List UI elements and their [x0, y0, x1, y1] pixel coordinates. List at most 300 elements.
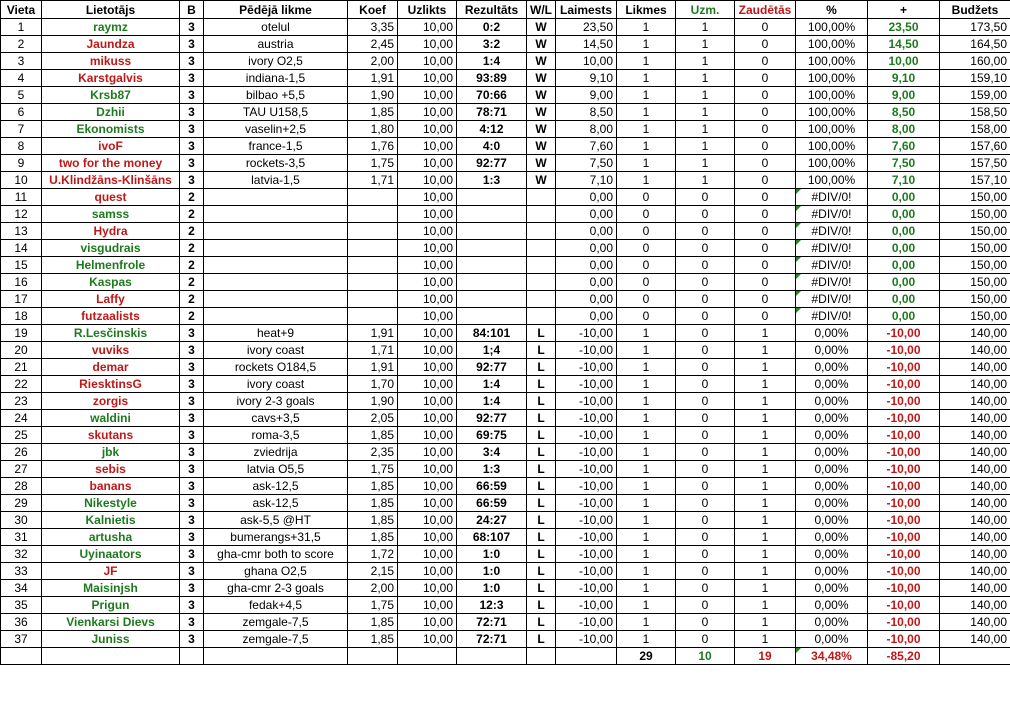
cell-uzlikts[interactable]: 10,00	[398, 495, 457, 512]
cell-vieta[interactable]: 3	[1, 53, 42, 70]
cell-uzlikts[interactable]: 10,00	[398, 87, 457, 104]
cell-vieta[interactable]: 9	[1, 155, 42, 172]
cell-plus[interactable]: -10,00	[868, 376, 940, 393]
cell-rezultats[interactable]: 12:3	[457, 597, 527, 614]
cell-pct[interactable]: 0,00%	[796, 580, 868, 597]
cell-uzm[interactable]: 1	[676, 155, 735, 172]
cell-b[interactable]: 2	[180, 291, 204, 308]
cell-last-bet[interactable]: ghana O2,5	[204, 563, 348, 580]
cell-budzets[interactable]: 140,00	[940, 529, 1010, 546]
cell-b[interactable]: 3	[180, 393, 204, 410]
cell-budzets[interactable]: 150,00	[940, 291, 1010, 308]
cell-rezultats[interactable]	[457, 291, 527, 308]
cell-plus[interactable]: 0,00	[868, 257, 940, 274]
cell-username[interactable]: zorgis	[42, 393, 180, 410]
cell-budzets[interactable]: 164,50	[940, 36, 1010, 53]
cell-uzm[interactable]: 0	[676, 359, 735, 376]
cell-likmes[interactable]: 1	[617, 512, 676, 529]
cell-pct[interactable]: 0,00%	[796, 461, 868, 478]
cell-koef[interactable]: 1,75	[348, 461, 398, 478]
cell-plus[interactable]: -10,00	[868, 427, 940, 444]
cell-budzets[interactable]: 140,00	[940, 325, 1010, 342]
cell-koef[interactable]: 1,90	[348, 87, 398, 104]
cell-likmes[interactable]: 1	[617, 172, 676, 189]
cell-plus[interactable]: -10,00	[868, 444, 940, 461]
cell-last-bet[interactable]	[204, 308, 348, 325]
cell-last-bet[interactable]: fedak+4,5	[204, 597, 348, 614]
cell-zaudetas[interactable]: 0	[735, 87, 796, 104]
cell-pct[interactable]: 100,00%	[796, 36, 868, 53]
cell-uzm[interactable]: 1	[676, 36, 735, 53]
cell-vieta[interactable]: 32	[1, 546, 42, 563]
cell-likmes[interactable]: 1	[617, 427, 676, 444]
cell-laimests[interactable]: 0,00	[556, 206, 617, 223]
cell-zaudetas[interactable]: 1	[735, 529, 796, 546]
cell-zaudetas[interactable]: 1	[735, 597, 796, 614]
cell-vieta[interactable]: 8	[1, 138, 42, 155]
cell-b[interactable]: 3	[180, 512, 204, 529]
cell-budzets[interactable]: 140,00	[940, 342, 1010, 359]
cell-laimests[interactable]: -10,00	[556, 393, 617, 410]
cell-b[interactable]: 3	[180, 495, 204, 512]
cell-uzlikts[interactable]: 10,00	[398, 223, 457, 240]
cell-b[interactable]: 3	[180, 359, 204, 376]
cell-vieta[interactable]: 25	[1, 427, 42, 444]
cell-wl[interactable]	[527, 189, 556, 206]
cell-username[interactable]: JF	[42, 563, 180, 580]
cell-uzlikts[interactable]: 10,00	[398, 138, 457, 155]
cell-username[interactable]: quest	[42, 189, 180, 206]
cell-koef[interactable]: 2,05	[348, 410, 398, 427]
cell-koef[interactable]	[348, 274, 398, 291]
cell-zaudetas[interactable]: 1	[735, 444, 796, 461]
cell-koef[interactable]	[348, 257, 398, 274]
header-pct[interactable]: %	[796, 1, 868, 19]
cell-username[interactable]: Jaundza	[42, 36, 180, 53]
cell-laimests[interactable]: 0,00	[556, 274, 617, 291]
cell-likmes[interactable]: 1	[617, 478, 676, 495]
cell-zaudetas[interactable]: 1	[735, 359, 796, 376]
cell-wl[interactable]: W	[527, 104, 556, 121]
cell-koef[interactable]: 1,91	[348, 325, 398, 342]
cell-zaudetas[interactable]: 1	[735, 393, 796, 410]
cell-rezultats[interactable]: 93:89	[457, 70, 527, 87]
cell-vieta[interactable]: 11	[1, 189, 42, 206]
cell-koef[interactable]: 1,75	[348, 597, 398, 614]
cell-likmes[interactable]: 1	[617, 461, 676, 478]
cell-koef[interactable]	[348, 308, 398, 325]
cell-pct[interactable]: 0,00%	[796, 529, 868, 546]
cell-likmes[interactable]: 1	[617, 393, 676, 410]
cell-likmes[interactable]: 1	[617, 563, 676, 580]
cell-laimests[interactable]: -10,00	[556, 580, 617, 597]
cell-username[interactable]: Dzhii	[42, 104, 180, 121]
cell-budzets[interactable]: 140,00	[940, 546, 1010, 563]
cell-last-bet[interactable]	[204, 240, 348, 257]
cell-uzm[interactable]: 0	[676, 393, 735, 410]
cell-vieta[interactable]: 18	[1, 308, 42, 325]
cell-uzlikts[interactable]: 10,00	[398, 155, 457, 172]
cell-uzlikts[interactable]: 10,00	[398, 461, 457, 478]
cell-budzets[interactable]: 150,00	[940, 257, 1010, 274]
cell-rezultats[interactable]: 78:71	[457, 104, 527, 121]
cell-plus[interactable]: -10,00	[868, 495, 940, 512]
cell-wl[interactable]: L	[527, 631, 556, 648]
cell-zaudetas[interactable]: 0	[735, 155, 796, 172]
cell-uzlikts[interactable]: 10,00	[398, 53, 457, 70]
total-zaudetas[interactable]: 19	[735, 648, 796, 665]
cell-vieta[interactable]: 37	[1, 631, 42, 648]
cell-wl[interactable]: L	[527, 359, 556, 376]
header-laimests[interactable]: Laimests	[556, 1, 617, 19]
cell-budzets[interactable]: 150,00	[940, 223, 1010, 240]
cell-zaudetas[interactable]: 0	[735, 36, 796, 53]
cell-last-bet[interactable]	[204, 206, 348, 223]
cell-zaudetas[interactable]: 1	[735, 410, 796, 427]
cell-plus[interactable]: 9,00	[868, 87, 940, 104]
cell-plus[interactable]: -10,00	[868, 631, 940, 648]
cell-b[interactable]: 3	[180, 53, 204, 70]
cell-likmes[interactable]: 1	[617, 597, 676, 614]
cell-plus[interactable]: -10,00	[868, 614, 940, 631]
cell-wl[interactable]: W	[527, 53, 556, 70]
cell-likmes[interactable]: 0	[617, 308, 676, 325]
cell-wl[interactable]	[527, 291, 556, 308]
cell-zaudetas[interactable]: 1	[735, 495, 796, 512]
cell-laimests[interactable]: 0,00	[556, 308, 617, 325]
cell-uzm[interactable]: 0	[676, 410, 735, 427]
cell-wl[interactable]	[527, 257, 556, 274]
cell-last-bet[interactable]	[204, 274, 348, 291]
total-likmes[interactable]: 29	[617, 648, 676, 665]
cell-uzm[interactable]: 1	[676, 172, 735, 189]
cell-b[interactable]: 2	[180, 223, 204, 240]
cell-username[interactable]: demar	[42, 359, 180, 376]
cell-b[interactable]: 3	[180, 36, 204, 53]
cell-vieta[interactable]: 1	[1, 19, 42, 36]
cell-pct[interactable]: 0,00%	[796, 427, 868, 444]
cell-laimests[interactable]: -10,00	[556, 631, 617, 648]
cell-plus[interactable]: 0,00	[868, 206, 940, 223]
cell-rezultats[interactable]: 1:0	[457, 580, 527, 597]
cell-vieta[interactable]: 24	[1, 410, 42, 427]
cell-wl[interactable]: L	[527, 342, 556, 359]
totals-empty-cell[interactable]	[398, 648, 457, 665]
cell-uzlikts[interactable]: 10,00	[398, 512, 457, 529]
cell-uzm[interactable]: 0	[676, 478, 735, 495]
header-likmes[interactable]: Likmes	[617, 1, 676, 19]
cell-wl[interactable]: W	[527, 36, 556, 53]
cell-budzets[interactable]: 140,00	[940, 580, 1010, 597]
cell-b[interactable]: 3	[180, 104, 204, 121]
cell-last-bet[interactable]	[204, 291, 348, 308]
cell-budzets[interactable]: 140,00	[940, 376, 1010, 393]
cell-budzets[interactable]: 140,00	[940, 597, 1010, 614]
cell-username[interactable]: artusha	[42, 529, 180, 546]
cell-uzlikts[interactable]: 10,00	[398, 36, 457, 53]
cell-zaudetas[interactable]: 1	[735, 427, 796, 444]
cell-pct[interactable]: 100,00%	[796, 104, 868, 121]
cell-uzlikts[interactable]: 10,00	[398, 393, 457, 410]
cell-likmes[interactable]: 1	[617, 53, 676, 70]
cell-rezultats[interactable]: 92:77	[457, 155, 527, 172]
cell-likmes[interactable]: 1	[617, 36, 676, 53]
cell-pct[interactable]: 0,00%	[796, 359, 868, 376]
cell-plus[interactable]: -10,00	[868, 478, 940, 495]
cell-b[interactable]: 2	[180, 257, 204, 274]
cell-vieta[interactable]: 29	[1, 495, 42, 512]
cell-last-bet[interactable]: TAU U158,5	[204, 104, 348, 121]
cell-pct[interactable]: 0,00%	[796, 478, 868, 495]
cell-pct[interactable]: #DIV/0!	[796, 223, 868, 240]
cell-username[interactable]: Vienkarsi Dievs	[42, 614, 180, 631]
cell-b[interactable]: 3	[180, 342, 204, 359]
totals-empty-cell[interactable]	[940, 648, 1010, 665]
cell-b[interactable]: 3	[180, 70, 204, 87]
cell-uzlikts[interactable]: 10,00	[398, 580, 457, 597]
totals-empty-cell[interactable]	[457, 648, 527, 665]
cell-zaudetas[interactable]: 1	[735, 614, 796, 631]
cell-username[interactable]: mikuss	[42, 53, 180, 70]
cell-zaudetas[interactable]: 0	[735, 53, 796, 70]
cell-uzm[interactable]: 0	[676, 427, 735, 444]
cell-budzets[interactable]: 160,00	[940, 53, 1010, 70]
cell-last-bet[interactable]: zemgale-7,5	[204, 614, 348, 631]
cell-plus[interactable]: 8,50	[868, 104, 940, 121]
totals-empty-cell[interactable]	[180, 648, 204, 665]
header-rezultats[interactable]: Rezultāts	[457, 1, 527, 19]
cell-pct[interactable]: #DIV/0!	[796, 291, 868, 308]
cell-uzlikts[interactable]: 10,00	[398, 359, 457, 376]
cell-vieta[interactable]: 20	[1, 342, 42, 359]
cell-uzm[interactable]: 0	[676, 529, 735, 546]
cell-koef[interactable]: 1,85	[348, 631, 398, 648]
cell-pct[interactable]: 0,00%	[796, 495, 868, 512]
cell-uzlikts[interactable]: 10,00	[398, 70, 457, 87]
cell-koef[interactable]: 1,85	[348, 427, 398, 444]
cell-zaudetas[interactable]: 1	[735, 342, 796, 359]
cell-uzlikts[interactable]: 10,00	[398, 206, 457, 223]
cell-budzets[interactable]: 140,00	[940, 563, 1010, 580]
cell-koef[interactable]: 1,91	[348, 359, 398, 376]
cell-plus[interactable]: 0,00	[868, 189, 940, 206]
cell-b[interactable]: 3	[180, 444, 204, 461]
cell-likmes[interactable]: 1	[617, 376, 676, 393]
cell-uzm[interactable]: 0	[676, 274, 735, 291]
cell-koef[interactable]: 1,91	[348, 70, 398, 87]
cell-b[interactable]: 3	[180, 427, 204, 444]
cell-budzets[interactable]: 150,00	[940, 240, 1010, 257]
cell-last-bet[interactable]: ivory O2,5	[204, 53, 348, 70]
cell-uzlikts[interactable]: 10,00	[398, 444, 457, 461]
cell-zaudetas[interactable]: 0	[735, 223, 796, 240]
cell-uzm[interactable]: 0	[676, 342, 735, 359]
cell-rezultats[interactable]: 84:101	[457, 325, 527, 342]
cell-b[interactable]: 3	[180, 138, 204, 155]
cell-pct[interactable]: 100,00%	[796, 121, 868, 138]
cell-plus[interactable]: -10,00	[868, 546, 940, 563]
cell-last-bet[interactable]: cavs+3,5	[204, 410, 348, 427]
cell-last-bet[interactable]: ivory coast	[204, 342, 348, 359]
cell-wl[interactable]: W	[527, 70, 556, 87]
cell-b[interactable]: 3	[180, 376, 204, 393]
cell-pct[interactable]: 100,00%	[796, 87, 868, 104]
cell-uzlikts[interactable]: 10,00	[398, 325, 457, 342]
cell-koef[interactable]: 1,85	[348, 529, 398, 546]
cell-plus[interactable]: -10,00	[868, 410, 940, 427]
cell-username[interactable]: raymz	[42, 19, 180, 36]
cell-last-bet[interactable]: ask-12,5	[204, 495, 348, 512]
cell-rezultats[interactable]	[457, 189, 527, 206]
cell-wl[interactable]: L	[527, 461, 556, 478]
totals-empty-cell[interactable]	[1, 648, 42, 665]
cell-koef[interactable]	[348, 189, 398, 206]
cell-wl[interactable]: L	[527, 614, 556, 631]
cell-b[interactable]: 2	[180, 308, 204, 325]
cell-budzets[interactable]: 159,10	[940, 70, 1010, 87]
cell-laimests[interactable]: 0,00	[556, 291, 617, 308]
cell-pct[interactable]: 0,00%	[796, 614, 868, 631]
cell-budzets[interactable]: 158,50	[940, 104, 1010, 121]
totals-empty-cell[interactable]	[527, 648, 556, 665]
cell-zaudetas[interactable]: 1	[735, 580, 796, 597]
totals-empty-cell[interactable]	[348, 648, 398, 665]
cell-last-bet[interactable]: ask-12,5	[204, 478, 348, 495]
cell-laimests[interactable]: 8,00	[556, 121, 617, 138]
cell-uzm[interactable]: 1	[676, 138, 735, 155]
cell-koef[interactable]: 1,85	[348, 478, 398, 495]
cell-wl[interactable]: L	[527, 376, 556, 393]
cell-likmes[interactable]: 1	[617, 546, 676, 563]
cell-vieta[interactable]: 4	[1, 70, 42, 87]
cell-koef[interactable]: 1,71	[348, 172, 398, 189]
cell-vieta[interactable]: 17	[1, 291, 42, 308]
cell-likmes[interactable]: 0	[617, 206, 676, 223]
cell-username[interactable]: vuviks	[42, 342, 180, 359]
cell-username[interactable]: banans	[42, 478, 180, 495]
cell-last-bet[interactable]: austria	[204, 36, 348, 53]
cell-last-bet[interactable]: bumerangs+31,5	[204, 529, 348, 546]
cell-budzets[interactable]: 140,00	[940, 461, 1010, 478]
cell-laimests[interactable]: -10,00	[556, 478, 617, 495]
cell-koef[interactable]: 1,70	[348, 376, 398, 393]
cell-username[interactable]: ivoF	[42, 138, 180, 155]
cell-uzlikts[interactable]: 10,00	[398, 597, 457, 614]
cell-pct[interactable]: 100,00%	[796, 138, 868, 155]
cell-rezultats[interactable]: 72:71	[457, 614, 527, 631]
cell-budzets[interactable]: 158,00	[940, 121, 1010, 138]
cell-last-bet[interactable]: heat+9	[204, 325, 348, 342]
cell-rezultats[interactable]: 1:3	[457, 461, 527, 478]
cell-laimests[interactable]: -10,00	[556, 529, 617, 546]
cell-laimests[interactable]: 9,00	[556, 87, 617, 104]
cell-username[interactable]: Krsb87	[42, 87, 180, 104]
cell-b[interactable]: 2	[180, 189, 204, 206]
cell-uzm[interactable]: 0	[676, 291, 735, 308]
cell-vieta[interactable]: 27	[1, 461, 42, 478]
cell-vieta[interactable]: 26	[1, 444, 42, 461]
cell-wl[interactable]: W	[527, 87, 556, 104]
cell-laimests[interactable]: 0,00	[556, 189, 617, 206]
cell-zaudetas[interactable]: 0	[735, 274, 796, 291]
cell-uzm[interactable]: 0	[676, 240, 735, 257]
cell-plus[interactable]: 0,00	[868, 240, 940, 257]
cell-koef[interactable]: 2,15	[348, 563, 398, 580]
cell-plus[interactable]: -10,00	[868, 529, 940, 546]
cell-wl[interactable]: L	[527, 597, 556, 614]
total-plus[interactable]: -85,20	[868, 648, 940, 665]
cell-pct[interactable]: #DIV/0!	[796, 189, 868, 206]
cell-username[interactable]: R.Lesčinskis	[42, 325, 180, 342]
cell-pct[interactable]: #DIV/0!	[796, 308, 868, 325]
cell-rezultats[interactable]: 1;4	[457, 342, 527, 359]
cell-username[interactable]: RiesktinsG	[42, 376, 180, 393]
cell-plus[interactable]: -10,00	[868, 359, 940, 376]
cell-last-bet[interactable]: zviedrija	[204, 444, 348, 461]
cell-rezultats[interactable]: 1:0	[457, 546, 527, 563]
cell-likmes[interactable]: 1	[617, 19, 676, 36]
cell-zaudetas[interactable]: 0	[735, 206, 796, 223]
cell-uzm[interactable]: 0	[676, 308, 735, 325]
cell-laimests[interactable]: -10,00	[556, 512, 617, 529]
cell-pct[interactable]: 0,00%	[796, 376, 868, 393]
cell-koef[interactable]: 3,35	[348, 19, 398, 36]
cell-likmes[interactable]: 1	[617, 87, 676, 104]
header-budzets[interactable]: Budžets	[940, 1, 1010, 19]
cell-likmes[interactable]: 1	[617, 121, 676, 138]
cell-koef[interactable]: 1,80	[348, 121, 398, 138]
cell-vieta[interactable]: 31	[1, 529, 42, 546]
cell-b[interactable]: 3	[180, 546, 204, 563]
cell-laimests[interactable]: 14,50	[556, 36, 617, 53]
cell-username[interactable]: jbk	[42, 444, 180, 461]
cell-zaudetas[interactable]: 0	[735, 189, 796, 206]
cell-b[interactable]: 3	[180, 563, 204, 580]
cell-uzlikts[interactable]: 10,00	[398, 478, 457, 495]
cell-likmes[interactable]: 0	[617, 257, 676, 274]
cell-pct[interactable]: 0,00%	[796, 410, 868, 427]
cell-username[interactable]: U.Klindžāns-Klinšāns	[42, 172, 180, 189]
cell-laimests[interactable]: -10,00	[556, 427, 617, 444]
cell-plus[interactable]: 8,00	[868, 121, 940, 138]
cell-b[interactable]: 3	[180, 19, 204, 36]
cell-last-bet[interactable]: zemgale-7,5	[204, 631, 348, 648]
cell-likmes[interactable]: 0	[617, 240, 676, 257]
cell-koef[interactable]: 1,75	[348, 155, 398, 172]
cell-vieta[interactable]: 34	[1, 580, 42, 597]
cell-last-bet[interactable]	[204, 223, 348, 240]
cell-vieta[interactable]: 33	[1, 563, 42, 580]
cell-plus[interactable]: -10,00	[868, 512, 940, 529]
cell-pct[interactable]: 0,00%	[796, 546, 868, 563]
cell-laimests[interactable]: 7,50	[556, 155, 617, 172]
cell-pct[interactable]: 0,00%	[796, 393, 868, 410]
cell-pct[interactable]: #DIV/0!	[796, 206, 868, 223]
header-koef[interactable]: Koef	[348, 1, 398, 19]
cell-zaudetas[interactable]: 1	[735, 631, 796, 648]
cell-uzm[interactable]: 0	[676, 325, 735, 342]
cell-zaudetas[interactable]: 1	[735, 376, 796, 393]
cell-koef[interactable]: 1,85	[348, 614, 398, 631]
cell-koef[interactable]	[348, 291, 398, 308]
cell-uzm[interactable]: 0	[676, 614, 735, 631]
cell-pct[interactable]: 100,00%	[796, 53, 868, 70]
cell-koef[interactable]	[348, 223, 398, 240]
cell-plus[interactable]: 0,00	[868, 274, 940, 291]
cell-uzm[interactable]: 0	[676, 206, 735, 223]
cell-uzlikts[interactable]: 10,00	[398, 308, 457, 325]
cell-pct[interactable]: 0,00%	[796, 444, 868, 461]
